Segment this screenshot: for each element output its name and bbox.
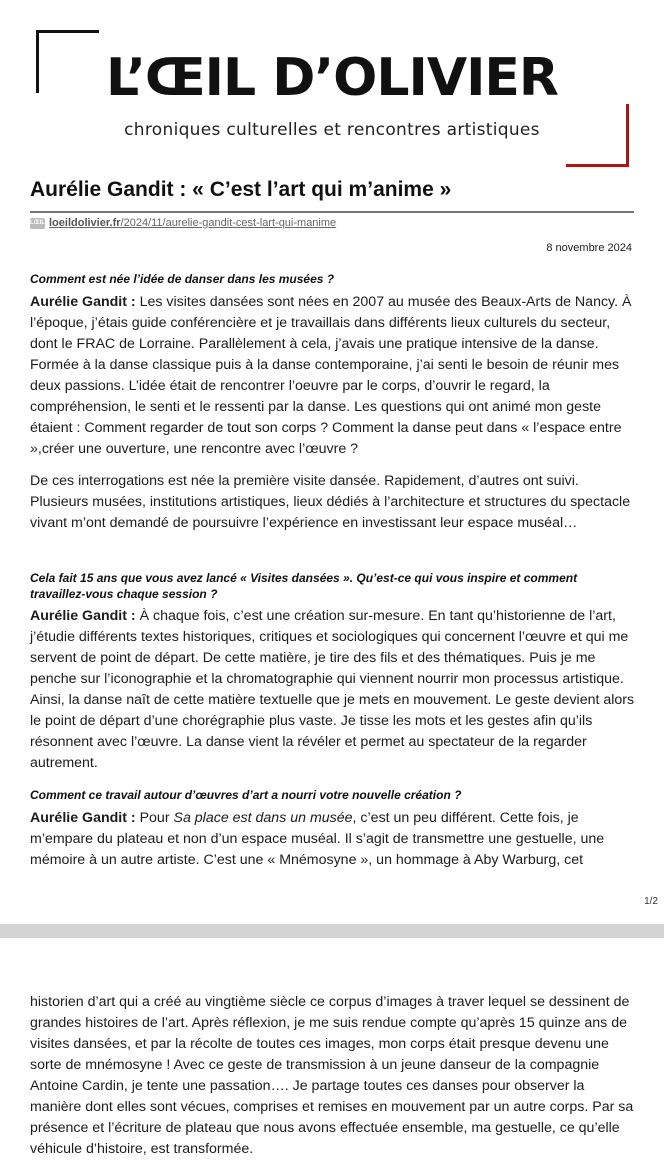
question-2: Cela fait 15 ans que vous avez lancé « Visites dansées ». Qu’est-ce qui vous inspire et comment travaillez-vous chaque session ? [30,571,578,601]
article-title: Aurélie Gandit : « C’est l’art qui m’anime » [30,178,452,201]
question-1: Comment est née l’idée de danser dans les musées ? [30,272,335,286]
speaker-label: Aurélie Gandit : [30,294,136,310]
page-separator [0,924,664,938]
answer-3-continued: historien d’art qui a créé au vingtième siècle ce corpus d’images à traver lequel se dessinent de grandes histoires de l’art. Après réflexion, je me suis rendue compte qu’après 15 quinze ans de visites dansées, et par la récolte de toutes ces images, mon corps était presque devenu une sorte de mnémosyne ! Avec ce geste de transmission à un jeune danseur de la compagnie Antoine Cardin, je tente une passation…. Je partage toutes ces danses pour observer la manière dont elles sont vécues, comprises et remises en mouvement par un autre corps. Par sa présence et l’écriture de plateau que nous avons effectuée ensemble, ma gestuelle, ce qu’elle véhicule d’histoire, est transformée. [30,994,634,1157]
speaker-label: Aurélie Gandit : [30,810,136,826]
speaker-label: Aurélie Gandit : [30,608,136,624]
question-3: Comment ce travail autour d’œuvres d’art a nourri votre nouvelle création ? [30,788,462,802]
answer-3: Aurélie Gandit : Pour Sa place est dans un musée, c’est un peu différent. Cette fois, je m’empare du plateau et non d’un espace muséal. Il s’agit de transmettre une gestuelle, une mémoire à un autre artiste. C’est une « Mnémosyne », un hommage à Aby Warburg, cet [30,810,605,868]
source-url-link[interactable]: loeildolivier.fr/2024/11/aurelie-gandit-cest-lart-qui-manime [49,217,337,229]
site-logo-title: L’ŒIL D’OLIVIER [106,48,558,108]
answer-1-continued: De ces interrogations est née la première visite dansée. Rapidement, d’autres ont suivi. Plusieurs musées, institutions artistiques, lieux dédiés à l’architecture et structures du spectacle vivant m’ont demandé de poursuivre l’expérience en investissant leur espace muséal… [30,473,631,531]
answer-2: Aurélie Gandit : À chaque fois, c’est une création sur-mesure. En tant qu’historienne de l’art, j’étudie différents textes historiques, critiques et sociologiques qui concernent l’œuvre et qui me servent de point de départ. De cette matière, je tire des fils et des thématiques. Puis je me penche sur l’iconographie et la chromatographie qui viennent nourrir mon processus artistique. Ainsi, la danse naît de cette matière textuelle que je mets en mouvement. Le geste devient alors le point de départ d’une chorégraphie plus vaste. Je tisse les mots et les gestes afin qu’ils résonnent avec l’œuvre. La danse vient la révéler et permet au spectateur de la regarder autrement. [30,608,635,771]
title-divider [30,211,634,213]
site-favicon-icon: LŒIL [30,218,45,229]
article-date: 8 novembre 2024 [546,242,632,254]
source-url[interactable] [30,217,336,229]
pdf-page-2 [0,938,664,1162]
answer-1: Aurélie Gandit : Les visites dansées sont nées en 2007 au musée des Beaux-Arts de Nancy. À l’époque, j’étais guide conférencière et je travaillais dans différents lieux culturels du secteur, dont le FRAC de Lorraine. Parallèlement à cela, j’avais une pratique intensive de la danse. Formée à la danse classique puis à la danse contemporaine, j’ai senti le besoin de réunir mes deux passions. L’idée était de rencontrer l’oeuvre par le corps, d’ouvrir le regard, la compréhension, le senti et le ressenti par la danse. Les questions qui ont animé mon geste étaient : Comment regarder de tout son corps ? Comment la danse peut dans « l’espace entre »,créer une ouverture, une rencontre avec l’œuvre ? [30,294,632,457]
site-logo-subtitle: chroniques culturelles et rencontres artistiques [124,120,540,140]
page-number: 1/2 [644,896,658,907]
